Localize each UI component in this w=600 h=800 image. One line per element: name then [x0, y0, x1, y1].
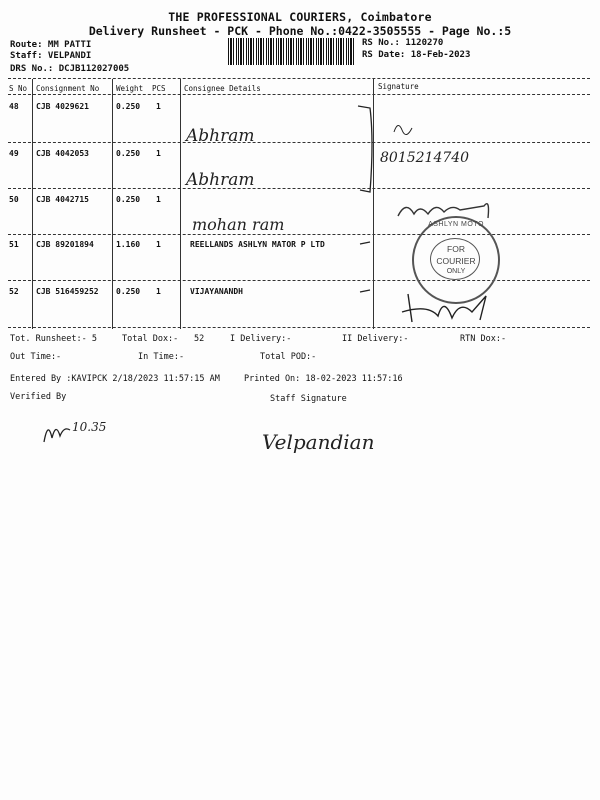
rtn-dox: RTN Dox:- [460, 334, 507, 344]
stamp-only: ONLY [446, 268, 466, 275]
row-sno: 48 [9, 102, 19, 111]
staff-handwritten-signature: Velpandian [262, 430, 375, 454]
handwritten-bracket [350, 100, 390, 200]
row-separator [8, 142, 590, 143]
verifier-signature: 10.35 [72, 420, 107, 434]
row-weight: 0.250 [116, 195, 141, 204]
row-pcs: 1 [156, 195, 161, 204]
signature-scribble [390, 118, 420, 138]
row-pcs: 1 [156, 287, 161, 296]
barcode [228, 38, 354, 65]
col-consignee: Consignee Details [184, 84, 261, 93]
total-pod: Total POD:- [260, 352, 317, 362]
row-pcs: 1 [156, 240, 161, 249]
column-divider [112, 79, 113, 329]
handwritten-phone: 8015214740 [380, 150, 470, 166]
col-sno: S No [9, 84, 28, 93]
row-separator [8, 188, 590, 189]
handwritten-name: Abhram [186, 126, 255, 146]
table-header-rule [8, 94, 590, 95]
col-weight: Weight [116, 84, 144, 93]
row-separator [8, 234, 590, 235]
table-top-rule [8, 78, 590, 79]
col-pcs: PCS [152, 84, 166, 93]
staff-label: Staff: VELPANDI [10, 51, 92, 61]
row-consignee: REELLANDS ASHLYN MATOR P LTD [190, 240, 325, 249]
runsheet-subtitle: Delivery Runsheet - PCK - Phone No.:0422-3505555 - Page No.:5 [88, 24, 512, 38]
handwritten-name: Abhram [186, 170, 255, 190]
out-time: Out Time:- [10, 352, 62, 362]
row-weight: 0.250 [116, 102, 141, 111]
total-dox-label: Total Dox:- [122, 334, 179, 344]
col-consignment: Consignment No [36, 84, 100, 93]
company-title: THE PROFESSIONAL COURIERS, Coimbatore [168, 10, 432, 24]
stamp-ring-text: ASHLYN MOTO [428, 221, 484, 228]
stamp-for: FOR [447, 244, 465, 254]
row-consignment: CJB 4029621 [36, 102, 89, 111]
row-consignment: CJB 4042053 [36, 149, 89, 158]
drs-number: DRS No.: DCJB112027005 [10, 64, 130, 74]
row-sno: 51 [9, 240, 19, 249]
row-consignee: VIJAYANANDH [190, 287, 243, 296]
stamp-courier: COURIER [436, 256, 476, 266]
row-sno: 49 [9, 149, 19, 158]
row-separator [8, 280, 590, 281]
total-runsheet: Tot. Runsheet:- 5 [10, 334, 97, 344]
row-weight: 0.250 [116, 287, 141, 296]
ii-delivery: II Delivery:- [342, 334, 409, 344]
company-stamp [412, 216, 500, 304]
total-dox-value: 52 [194, 334, 205, 344]
col-signature: Signature [378, 82, 419, 91]
row-weight: 1.160 [116, 240, 141, 249]
tick-mark [358, 286, 372, 296]
route-label: Route: MM PATTI [10, 40, 92, 50]
tick-mark [358, 238, 372, 248]
entered-by: Entered By :KAVIPCK 2/18/2023 11:57:15 AM [10, 374, 220, 384]
row-consignment: CJB 4042715 [36, 195, 89, 204]
in-time: In Time:- [138, 352, 185, 362]
printed-on: Printed On: 18-02-2023 11:57:16 [244, 374, 403, 384]
handwritten-name: mohan ram [192, 215, 285, 234]
table-bottom-rule [8, 327, 590, 328]
row-pcs: 1 [156, 149, 161, 158]
staff-signature-label: Staff Signature [270, 394, 347, 404]
rs-number: RS No.: 1120270 [362, 38, 444, 48]
rs-date: RS Date: 18-Feb-2023 [362, 50, 471, 60]
row-sno: 52 [9, 287, 19, 296]
row-sno: 50 [9, 195, 19, 204]
row-consignment: CJB 516459252 [36, 287, 99, 296]
verified-by-label: Verified By [10, 392, 67, 402]
verifier-initial [40, 416, 74, 446]
column-divider [180, 79, 181, 329]
row-consignment: CJB 89201894 [36, 240, 94, 249]
row-pcs: 1 [156, 102, 161, 111]
column-divider [32, 79, 33, 329]
row-weight: 0.250 [116, 149, 141, 158]
i-delivery: I Delivery:- [230, 334, 292, 344]
